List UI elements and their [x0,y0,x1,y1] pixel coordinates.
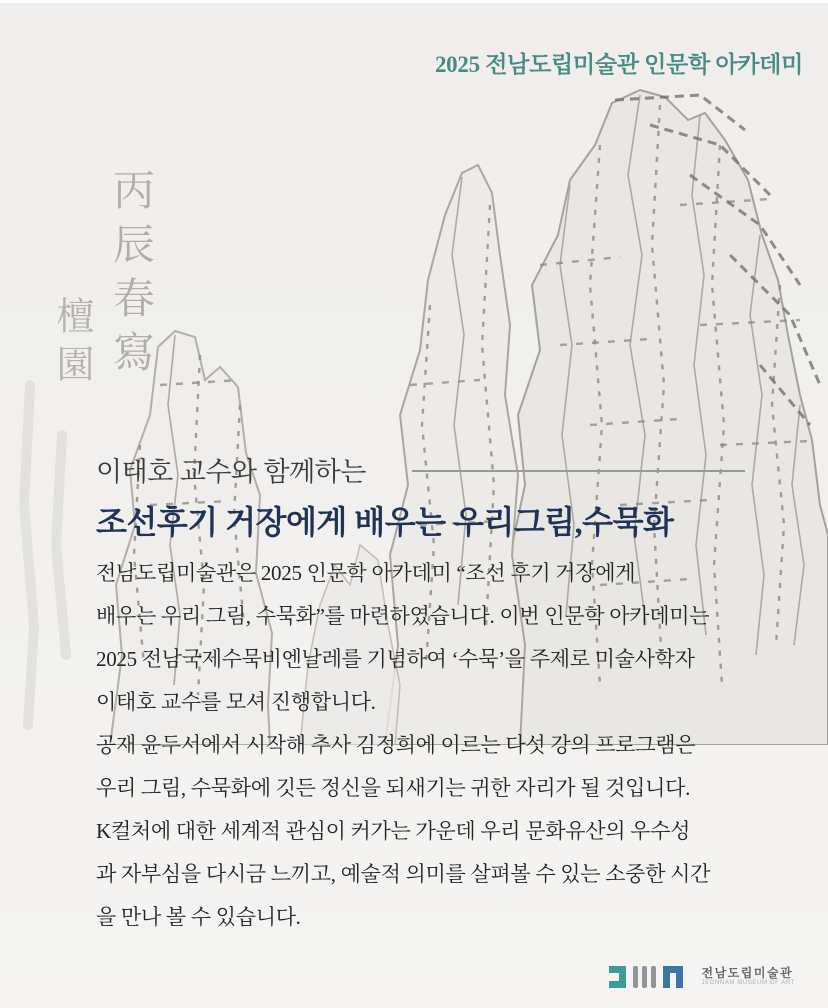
calligraphy-signature: 檀園 [50,296,92,392]
top-hairline [0,0,828,3]
museum-name-korean: 전남도립미술관 [701,965,794,980]
calligraphy-inscription: 丙辰春寫 [107,168,153,384]
body-line: 전남도립미술관은 2025 인문학 아카데미 “조선 후기 거장에게 [96,561,636,585]
kicker-text: 이태호 교수와 함께하는 [96,457,366,487]
body-line: 이태호 교수를 모셔 진행합니다. [96,690,376,714]
museum-logo-mark-icon [604,963,694,991]
body-line: 을 만나 볼 수 있습니다. [96,905,301,929]
body-line: 2025 전남국제수묵비엔날레를 기념하여 ‘수묵’을 주제로 미술사학자 [96,647,695,671]
body-line: K컬처에 대한 세계적 관심이 커가는 가운데 우리 문화유산의 우수성 [96,819,691,843]
body-line: 공재 윤두서에서 시작해 추사 김정희에 이르는 다섯 강의 프로그램은 [96,733,696,757]
body-line: 우리 그림, 수묵화에 깃든 정신을 되새기는 귀한 자리가 될 것입니다. [96,776,691,800]
divider-line [412,470,745,472]
poster-title: 조선후기 거장에게 배우는 우리그림,수묵화 [96,504,674,540]
body-paragraph [96,552,710,939]
body-line: 과 자부심을 다시금 느끼고, 예술적 의미를 살펴볼 수 있는 소중한 시간 [96,862,711,886]
body-line: 배우는 우리 그림, 수묵화”를 마련하였습니다. 이번 인문학 아카데미는 [96,604,710,628]
museum-name-english: JEONNAM MUSEUM OF ART [701,980,795,987]
event-badge: 2025 전남도립미술관 인문학 아카데미 [434,52,803,77]
museum-logo [604,963,796,991]
